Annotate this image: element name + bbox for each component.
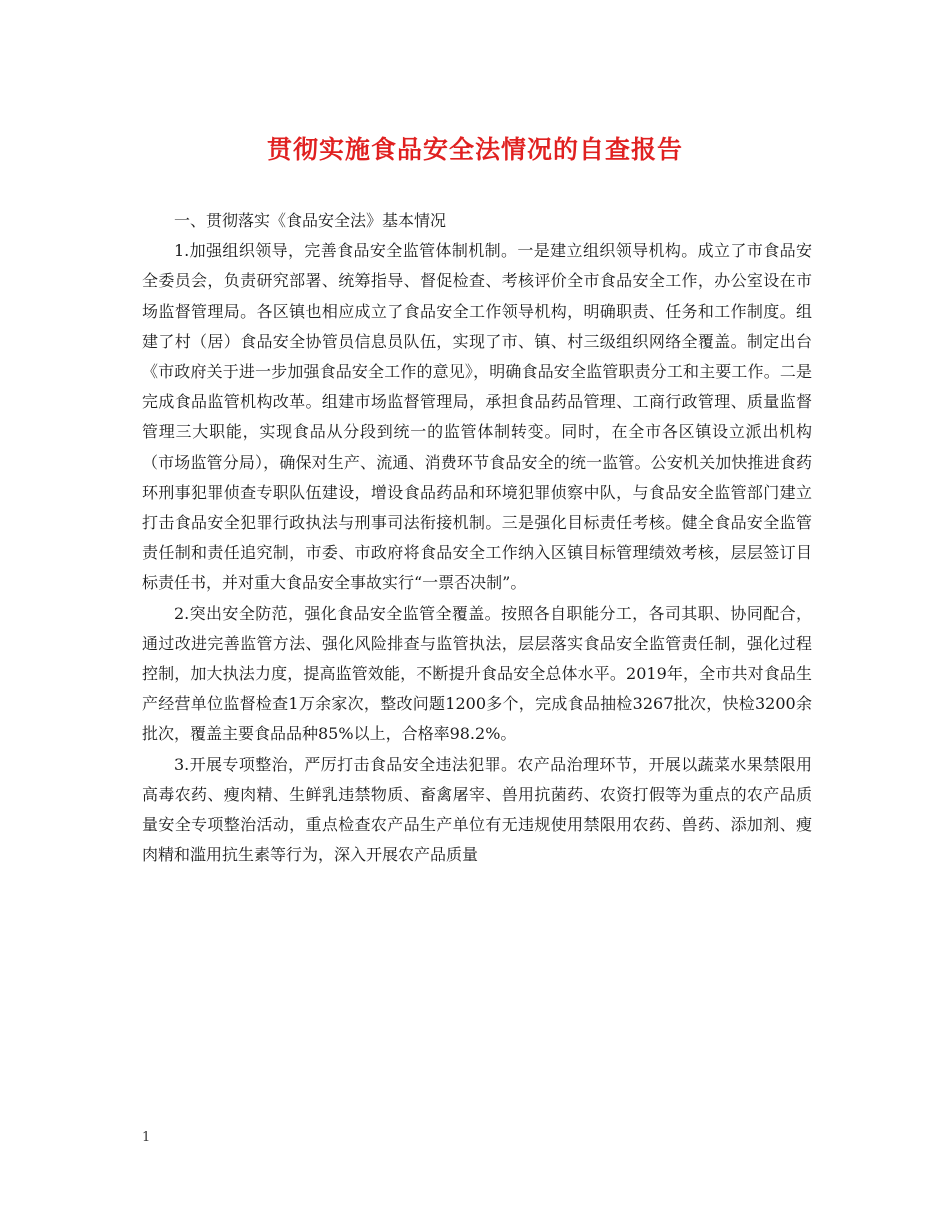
- document-body: [142, 206, 812, 870]
- paragraph: 2.突出安全防范，强化食品安全监管全覆盖。按照各自职能分工，各司其职、协同配合，通过改进完善监管方法、强化风险排查与监管执法，层层落实食品安全监管责任制，强化过程控制，加大执法力度，提高监管效能，不断提升食品安全总体水平。2019年，全市共对食品生产经营单位监督检查1万余家次，整改问题1200多个，完成食品抽检3267批次，快检3200余批次，覆盖主要食品品种85%以上，合格率98.2%。: [142, 603, 812, 744]
- paragraph: 1.加强组织领导，完善食品安全监管体制机制。一是建立组织领导机构。成立了市食品安全委员会，负责研究部署、统筹指导、督促检查、考核评价全市食品安全工作，办公室设在市场监督管理局。各区镇也相应成立了食品安全工作领导机构，明确职责、任务和工作制度。组建了村（居）食品安全协管员信息员队伍，实现了市、镇、村三级组织网络全覆盖。制定出台《市政府关于进一步加强食品安全工作的意见》，明确食品安全监管职责分工和主要工作。二是完成食品监管机构改革。组建市场监督管理局，承担食品药品管理、工商行政管理、质量监督管理三大职能，实现食品从分段到统一的监管体制转变。同时，在全市各区镇设立派出机构（市场监管分局），确保对生产、流通、消费环节食品安全的统一监管。公安机关加快推进食药环刑事犯罪侦查专职队伍建设，增设食品药品和环境犯罪侦察中队，与食品安全监管部门建立打击食品安全犯罪行政执法与刑事司法衔接机制。三是强化目标责任考核。健全食品安全监管责任制和责任追究制，市委、市政府将食品安全工作纳入区镇目标管理绩效考核，层层签订目标责任书，并对重大食品安全事故实行“一票否决制”。: [142, 241, 812, 593]
- section-heading: 一、贯彻落实《食品安全法》基本情况: [174, 211, 447, 230]
- paragraph: 3.开展专项整治，严厉打击食品安全违法犯罪。农产品治理环节，开展以蔬菜水果禁限用高毒农药、瘦肉精、生鲜乳违禁物质、畜禽屠宰、兽用抗菌药、农资打假等为重点的农产品质量安全专项整治活动，重点检查农产品生产单位有无违规使用禁限用农药、兽药、添加剂、瘦肉精和滥用抗生素等行为，深入开展农产品质量: [142, 754, 812, 865]
- document-title: 贯彻实施食品安全法情况的自查报告: [266, 135, 683, 164]
- page-number: 1: [142, 1130, 151, 1145]
